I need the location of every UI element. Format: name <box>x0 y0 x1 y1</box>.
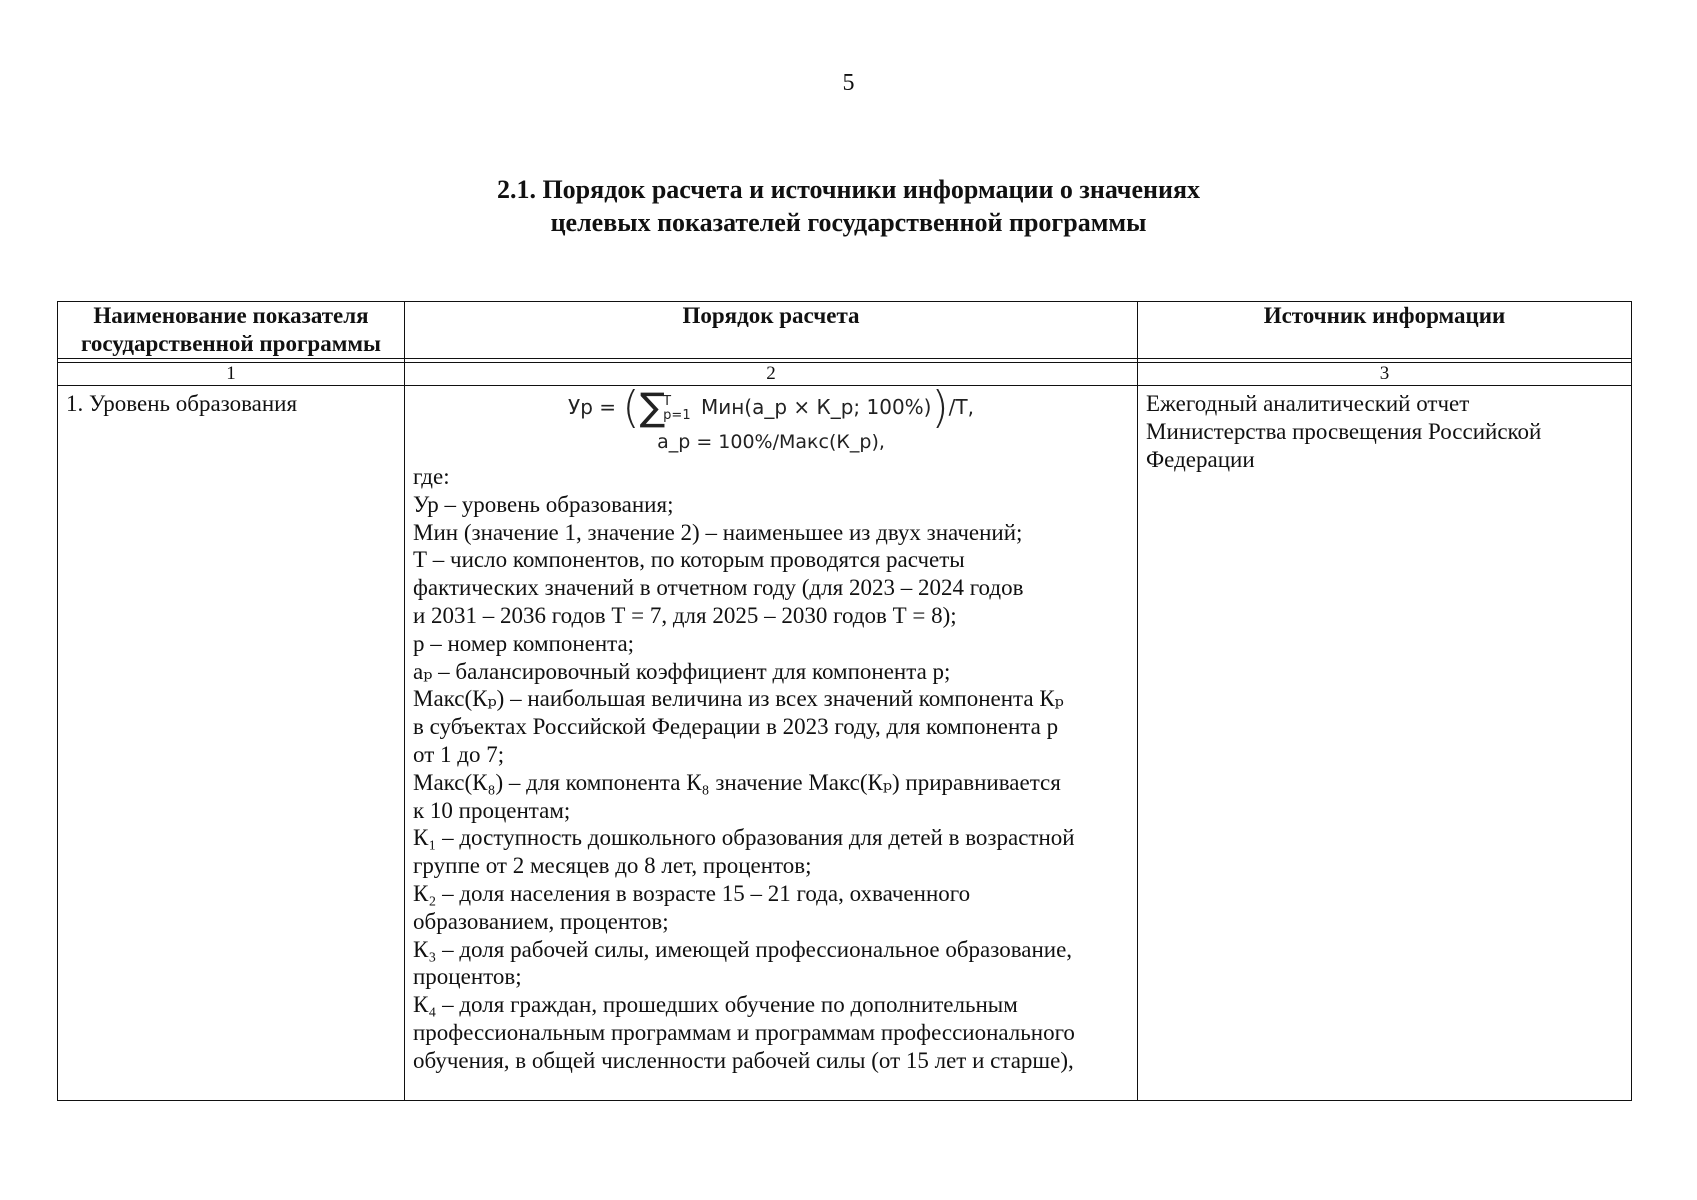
calculation-line: и 2031 – 2036 годов Т = 7, для 2025 – 2030 годов Т = 8); <box>413 602 957 628</box>
calculation-line: К₁ – доступность дошкольного образования для детей в возрастной <box>413 825 1075 851</box>
source-cell <box>1138 386 1632 1101</box>
formula-body: Мин(a_p × К_p; 100%) <box>700 395 932 419</box>
column-number-2: 2 <box>405 363 1138 386</box>
calculation-line: к 10 процентам; <box>413 797 571 823</box>
calculation-line: процентов; <box>413 964 522 990</box>
calculation-text <box>413 463 1129 1075</box>
formula-rhs: /Т, <box>948 395 974 419</box>
section-title-line-2: целевых показателей государственной программы <box>550 208 1147 237</box>
section-title <box>0 173 1697 239</box>
calculation-line: обучения, в общей численности рабочей силы (от 15 лет и старше), <box>413 1047 1074 1073</box>
calculation-line: К₃ – доля рабочей силы, имеющей профессиональное образование, <box>413 936 1073 962</box>
calculation-line: профессиональным программам и программам профессионального <box>413 1019 1075 1045</box>
calculation-line: Макс(К₈) – для компонента К₈ значение Макс(Кₚ) приравнивается <box>413 769 1061 795</box>
page-number: 5 <box>842 70 855 96</box>
table-row <box>58 386 1632 1101</box>
source-line: Федерации <box>1146 447 1255 472</box>
source-line: Министерства просвещения Российской <box>1146 419 1542 444</box>
header-calculation-order: Порядок расчета <box>405 302 1138 359</box>
formula-line-2: a_p = 100%/Макс(К_p), <box>657 431 885 453</box>
sigma-limits <box>663 395 690 423</box>
calculation-line: образованием, процентов; <box>413 908 669 934</box>
column-number-3: 3 <box>1138 363 1632 386</box>
section-title-line-1: 2.1. Порядок расчета и источники информации о значениях <box>496 175 1201 204</box>
column-numbers-row <box>58 363 1632 386</box>
calculation-line: Макс(Кₚ) – наибольшая величина из всех значений компонента Кₚ <box>413 686 1064 712</box>
indicators-table <box>57 301 1632 1101</box>
calculation-line: в субъектах Российской Федерации в 2023 году, для компонента р <box>413 714 1059 740</box>
source-line: Ежегодный аналитический отчет <box>1146 391 1470 416</box>
calculation-line: Мин (значение 1, значение 2) – наименьшее из двух значений; <box>413 519 1023 545</box>
formula-line-1: Ур = (∑Т p=1 Мин(a_p × К_p; 100%))/Т, <box>568 382 974 433</box>
calculation-line: р – номер компонента; <box>413 630 635 656</box>
indicator-name-cell <box>58 386 405 1101</box>
sigma-symbol: ∑ <box>639 385 666 429</box>
calculation-line: Т – число компонентов, по которым проводятся расчеты <box>413 547 965 573</box>
formula-block <box>413 382 1129 459</box>
calculation-line: Ур – уровень образования; <box>413 491 674 517</box>
calculation-line: группе от 2 месяцев до 8 лет, процентов; <box>413 853 812 879</box>
table-header-row <box>58 302 1632 359</box>
sigma-upper: Т <box>663 393 672 409</box>
header-information-source: Источник информации <box>1138 302 1632 359</box>
sigma-lower: p=1 <box>663 407 691 423</box>
calculation-cell <box>405 382 1138 1101</box>
calculation-line: К₂ – доля населения в возрасте 15 – 21 года, охваченного <box>413 880 971 906</box>
calculation-line: от 1 до 7; <box>413 741 505 767</box>
indicator-name: 1. Уровень образования <box>66 391 298 416</box>
column-number-1: 1 <box>58 363 405 386</box>
formula-lhs: Ур = <box>568 395 617 419</box>
calculation-line: фактических значений в отчетном году (для 2023 – 2024 годов <box>413 575 1024 601</box>
header-indicator-name: Наименование показателя государственной программы <box>58 302 405 359</box>
calculation-line: где: <box>413 464 450 489</box>
calculation-line: К₄ – доля граждан, прошедших обучение по дополнительным <box>413 992 1018 1018</box>
calculation-line: aₚ – балансировочный коэффициент для компонента р; <box>413 658 951 684</box>
